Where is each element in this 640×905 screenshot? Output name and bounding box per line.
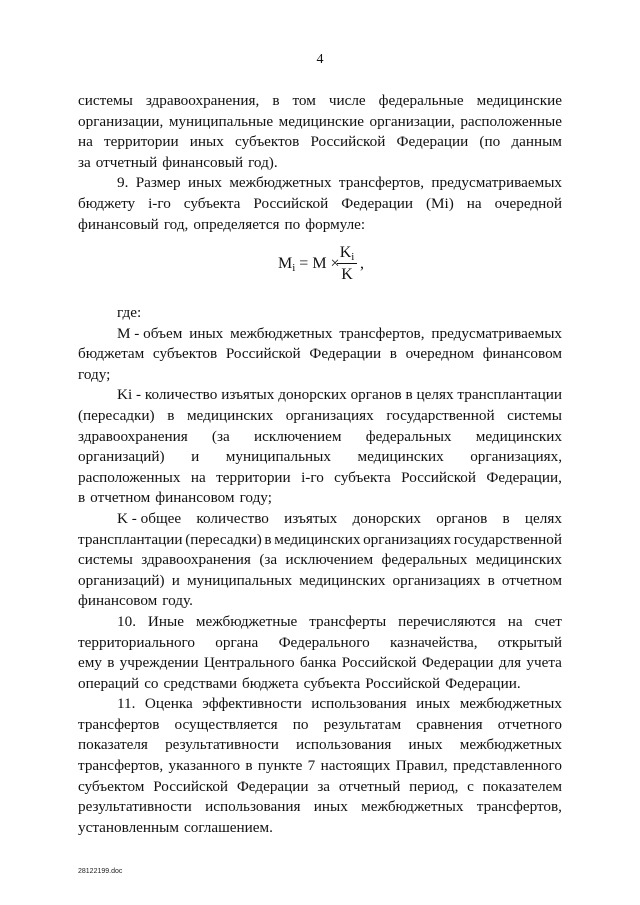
word: счет — [534, 612, 562, 630]
word: организациях — [363, 530, 452, 548]
word: (за — [259, 551, 278, 569]
word: системы — [78, 92, 133, 109]
word: использования — [311, 695, 407, 713]
word: здравоохранения — [78, 427, 188, 445]
word: Федерации — [396, 133, 469, 151]
text-line — [78, 468, 562, 489]
formula-comma: , — [360, 255, 364, 272]
word: государственной — [386, 406, 495, 424]
word: муниципальных — [225, 448, 331, 466]
formula-fraction — [336, 243, 358, 284]
word: в — [245, 757, 253, 775]
word: субъекта — [303, 674, 361, 692]
word: трансфертов, — [476, 798, 562, 816]
word: количество — [196, 509, 269, 527]
word: здравоохранения — [141, 551, 251, 569]
word: в — [167, 406, 175, 424]
word: использования — [295, 736, 392, 754]
word: организациях — [392, 571, 481, 589]
text-line — [78, 447, 562, 468]
text-line — [78, 112, 562, 133]
word: Федерации — [236, 777, 309, 795]
word: показателя — [78, 736, 148, 754]
word: медицинских — [475, 551, 562, 569]
word: иных — [189, 133, 224, 151]
word: результатам — [323, 715, 402, 733]
word: Российской — [310, 133, 386, 151]
word: средствами — [163, 674, 237, 692]
word: Федерации, — [486, 468, 562, 486]
page-number: 4 — [316, 52, 324, 67]
word: Ki - количество — [117, 386, 218, 404]
word: субъектом — [78, 777, 145, 795]
word: пункте — [257, 757, 303, 775]
word: межбюджетных — [229, 174, 332, 192]
word: отчетном — [90, 489, 151, 507]
formula-num-main: K — [339, 244, 352, 261]
word: отчетном — [501, 571, 562, 589]
word: Размер — [135, 174, 181, 192]
word: открытый — [497, 633, 562, 651]
word: результативности — [165, 736, 279, 754]
word: эффективности — [202, 695, 302, 713]
word: отчетный — [95, 153, 158, 171]
text-line — [78, 571, 562, 592]
word: органа — [215, 633, 259, 651]
word: субъекта — [334, 468, 391, 486]
word: расположенные — [460, 112, 562, 130]
word: (по — [479, 133, 501, 151]
text-line — [78, 694, 562, 715]
word: предусматриваемых — [431, 324, 562, 342]
word: предусматриваемых — [431, 174, 562, 192]
text-line — [78, 818, 562, 839]
text-line — [78, 385, 562, 406]
text-line — [78, 406, 562, 427]
word: данным — [511, 133, 562, 151]
word: субъектов — [152, 345, 218, 363]
text-line — [78, 777, 562, 798]
text-line — [78, 132, 562, 153]
word: Федерации — [309, 345, 382, 363]
word: ему — [78, 654, 102, 672]
word: межбюджетных — [459, 695, 562, 713]
text-line — [78, 427, 562, 448]
word: в — [502, 509, 510, 527]
word: финансовом — [482, 345, 562, 363]
word: бюджетам — [78, 345, 145, 363]
word: муниципальные — [168, 112, 274, 130]
word: изъятых — [221, 386, 275, 404]
word: организации, — [369, 112, 455, 130]
word: федеральных — [381, 551, 468, 569]
text-line — [78, 612, 562, 633]
word: результативности — [78, 798, 192, 816]
text-line — [78, 591, 562, 612]
word: (пересадки) — [185, 530, 262, 548]
word: в — [272, 92, 280, 109]
word: организации, — [78, 112, 164, 130]
word: организаций) — [78, 448, 165, 466]
word: расположенных — [78, 468, 181, 486]
word: на — [78, 133, 93, 151]
word: банка — [299, 654, 337, 672]
word: (пересадки) — [78, 406, 155, 424]
word: федеральные — [378, 92, 464, 109]
word: 11. — [117, 695, 136, 713]
word: бюджета — [241, 674, 299, 692]
word: федеральных — [365, 427, 452, 445]
word: иных — [313, 798, 348, 816]
word: финансовый — [162, 153, 244, 171]
word: трансфертов, — [338, 174, 425, 192]
word: в — [405, 386, 413, 404]
word: медицинских — [186, 406, 274, 424]
text-line — [78, 735, 562, 756]
word: финансовом — [78, 592, 158, 610]
word: K - общее — [117, 509, 182, 527]
word: и — [191, 448, 200, 466]
text-line — [78, 194, 562, 215]
word: М - объем — [117, 324, 183, 342]
word: определяется — [193, 215, 280, 233]
word: Российской — [341, 654, 417, 672]
word: донорских — [278, 386, 347, 404]
text-line — [78, 91, 562, 112]
word: отчетный — [338, 777, 401, 795]
word: органов — [350, 386, 402, 404]
word: осуществляется — [174, 715, 278, 733]
word: Федерации — [421, 654, 494, 672]
word: финансовом — [155, 489, 235, 507]
word: период, — [409, 777, 459, 795]
word: том — [292, 92, 316, 109]
word: Правил, — [395, 757, 448, 775]
word: на — [507, 612, 523, 630]
word: Федерации. — [445, 674, 521, 692]
word: на — [190, 468, 206, 486]
formula-equals: = M × — [295, 255, 344, 272]
word: трансферты — [309, 612, 387, 630]
word: по — [284, 215, 301, 233]
text-line — [78, 530, 562, 551]
word: организаций) — [78, 571, 165, 589]
word: Оценка — [144, 695, 193, 713]
word: (за — [211, 427, 230, 445]
formula-lhs — [278, 255, 344, 273]
word: исключением — [253, 427, 342, 445]
word: представленного — [453, 757, 562, 775]
word: за — [317, 777, 331, 795]
word: за — [78, 153, 91, 171]
word: 10. — [117, 612, 136, 630]
formula-lhs-sub: i — [292, 262, 296, 274]
word: территории — [216, 468, 291, 486]
word: указанного — [168, 757, 241, 775]
word: медицинские — [278, 112, 364, 130]
text-line — [78, 365, 562, 386]
word: системы — [507, 406, 562, 424]
word: трансплантации — [457, 386, 562, 404]
word: показателем — [482, 777, 562, 795]
word: i-го — [301, 468, 324, 486]
file-name-footer: 28122199.doc — [78, 868, 123, 875]
word: на — [466, 194, 482, 212]
word: i-го — [148, 194, 171, 212]
word: иных — [187, 174, 222, 192]
word: очередном — [405, 345, 475, 363]
word: Федерального — [278, 633, 370, 651]
word: медицинские — [476, 92, 562, 109]
word: очередной — [494, 194, 562, 212]
word: медицинских — [274, 530, 361, 548]
word: Российской — [365, 674, 441, 692]
word: иных — [189, 324, 224, 342]
word: Иные — [147, 612, 184, 630]
word: в — [107, 654, 115, 672]
word: территории — [104, 133, 179, 151]
word: (Mi) — [425, 194, 454, 212]
word: здравоохранения, — [145, 92, 260, 109]
word: межбюджетных — [459, 736, 562, 754]
text-line — [78, 153, 562, 174]
word: учета — [526, 654, 562, 672]
word: изъятых — [284, 509, 338, 527]
word: операций — [78, 674, 140, 692]
word: органов — [436, 509, 488, 527]
word: казначейства, — [389, 633, 478, 651]
word: настоящих — [320, 757, 391, 775]
word: трансплантации — [78, 530, 183, 548]
word: донорских — [352, 509, 421, 527]
word: медицинских — [357, 448, 444, 466]
word: в — [264, 530, 272, 548]
word: формуле: — [305, 215, 366, 233]
word: межбюджетных — [361, 798, 464, 816]
word: субъекта — [183, 194, 241, 212]
word: межбюджетные — [195, 612, 298, 630]
word: иных — [416, 695, 451, 713]
word: Центрального — [203, 654, 295, 672]
word: иных — [408, 736, 443, 754]
word: государственной — [453, 530, 562, 548]
word: для — [498, 654, 522, 672]
word: по — [292, 715, 309, 733]
word: территориального — [78, 633, 195, 651]
text-line — [78, 715, 562, 736]
word: целях — [416, 386, 454, 404]
text-line — [78, 344, 562, 365]
word: финансовый — [78, 215, 159, 233]
word: перечисляются — [398, 612, 496, 630]
word: трансфертов — [78, 715, 160, 733]
text-line — [78, 488, 562, 509]
word: межбюджетных — [230, 324, 333, 342]
word: в — [487, 571, 495, 589]
text-line — [78, 173, 562, 194]
word: системы — [78, 551, 133, 569]
word: установленным — [78, 818, 179, 836]
word: году; — [239, 489, 272, 507]
word: отчетного — [497, 715, 562, 733]
text-block-intro — [78, 91, 562, 235]
text-line — [78, 674, 562, 695]
text-line — [78, 633, 562, 654]
word: год). — [248, 153, 278, 171]
word: субъектов — [235, 133, 300, 151]
word: где: — [117, 304, 142, 321]
word: Российской — [153, 777, 229, 795]
word: числе — [328, 92, 366, 109]
word: организациях — [285, 406, 374, 424]
word: со — [144, 674, 159, 692]
word: Российской — [401, 468, 477, 486]
word: году; — [78, 365, 111, 383]
word: сравнения — [416, 715, 483, 733]
formula-lhs-main: M — [278, 255, 293, 272]
text-line — [78, 797, 562, 818]
word: и — [171, 571, 180, 589]
word: бюджету — [78, 194, 136, 212]
text-line — [78, 509, 562, 530]
text-line — [78, 653, 562, 674]
formula-num-sub: i — [351, 251, 355, 263]
word: медицинских — [299, 571, 386, 589]
word: соглашением. — [183, 818, 273, 836]
word: трансфертов, — [339, 324, 425, 342]
text-line — [78, 756, 562, 777]
word: учреждении — [119, 654, 199, 672]
word: Российской — [225, 345, 301, 363]
word: Российской — [253, 194, 329, 212]
word: использования — [205, 798, 301, 816]
word: исключением — [285, 551, 374, 569]
formula-numerator — [336, 243, 358, 263]
text-line — [78, 215, 562, 236]
formula-denominator: K — [341, 266, 353, 283]
word: медицинских — [475, 427, 562, 445]
word: году. — [162, 592, 193, 610]
word: организациях, — [470, 448, 562, 466]
word: год, — [163, 215, 189, 233]
text-line — [78, 550, 562, 571]
word: Федерации — [341, 194, 413, 212]
word: трансфертов, — [78, 757, 164, 775]
word: муниципальных — [186, 571, 293, 589]
word: в — [389, 345, 397, 363]
text-line — [78, 324, 562, 345]
word: 7 — [307, 757, 316, 775]
word: с — [467, 777, 474, 795]
text-line — [78, 303, 562, 324]
word: 9. — [117, 174, 129, 192]
text-block-definitions — [78, 303, 562, 838]
word: целях — [524, 509, 562, 527]
word: в — [78, 489, 86, 507]
